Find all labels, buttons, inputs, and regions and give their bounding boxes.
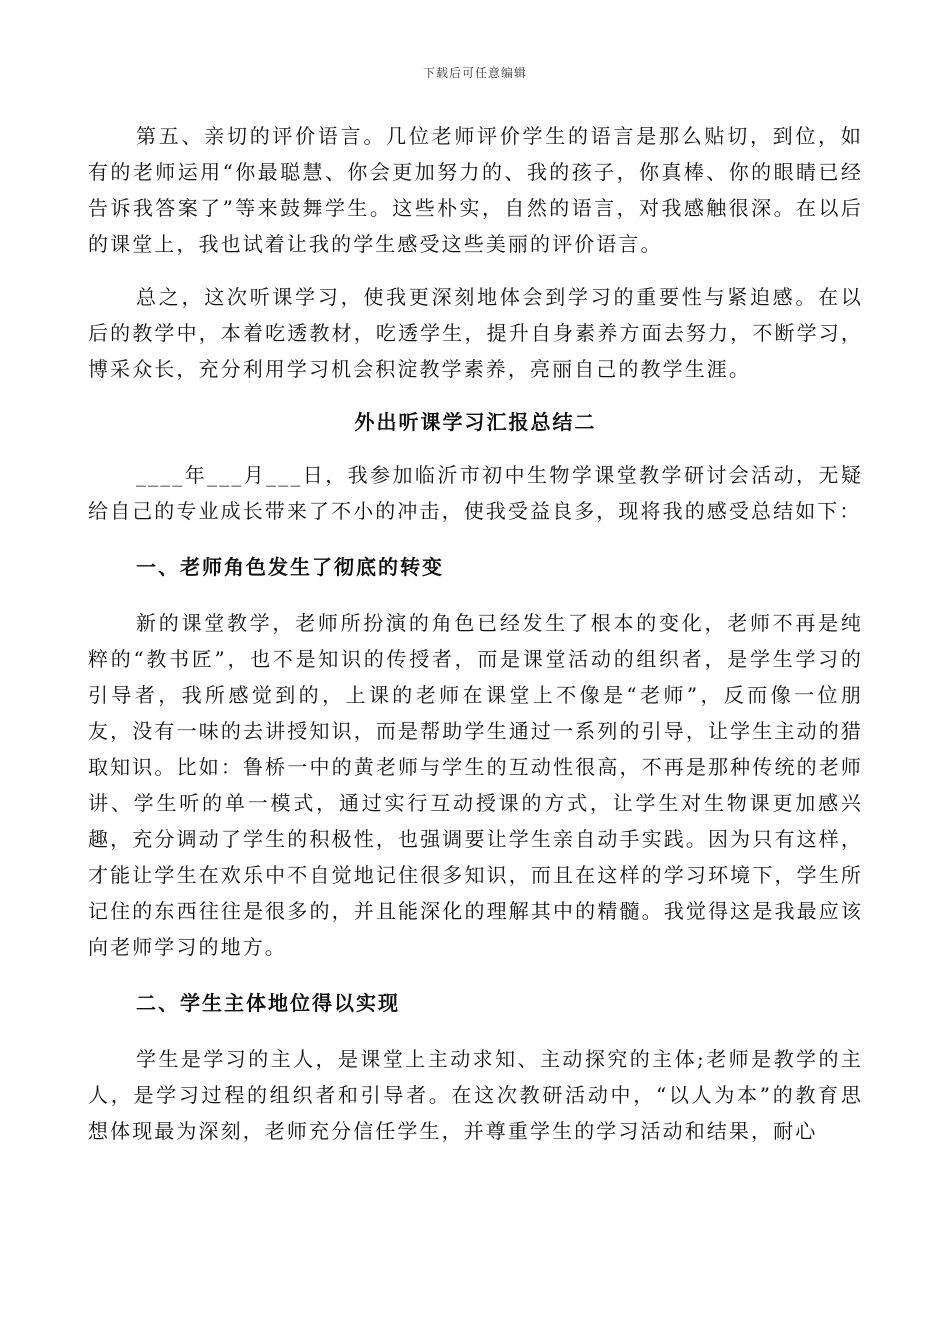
paragraph-teacher-role: 新的课堂教学，老师所扮演的角色已经发生了根本的变化，老师不再是纯粹的“教书匠”，也不是知识的传授者，而是课堂活动的组织者，是学生学习的引导者，我所感觉到的，上课的老师在课堂上不像是“老师”，反而像一位朋友，没有一味的去讲授知识，而是帮助学生通过一系列的引导，让学生主动的猎取知识。比如：鲁桥一中的黄老师与学生的互动性很高，不再是那种传统的老师讲、学生听的单一模式，通过实行互动授课的方式，让学生对生物课更加感兴趣，充分调动了学生的积极性，也强调要让学生亲自动手实践。因为只有这样，才能让学生在欢乐中不自觉地记住很多知识，而且在这样的学习环境下，学生所记住的东西往往是很多的，并且能深化的理解其中的精髓。我觉得这是我最应该向老师学习的地方。 [88, 611, 863, 959]
paragraph-intro: ____年___月___日，我参加临沂市初中生物学课堂教学研讨会活动，无疑给自己的专业成长带来了不小的冲击，使我受益良多，现将我的感受总结如下： [88, 463, 863, 523]
page-header: 下载后可任意编辑 [422, 66, 527, 80]
heading-teacher-role: 一、老师角色发生了彻底的转变 [136, 555, 444, 579]
section-title: 外出听课学习汇报总结二 [354, 410, 597, 434]
heading-student-subject: 二、学生主体地位得以实现 [136, 991, 400, 1015]
paragraph-evaluation-language: 第五、亲切的评价语言。几位老师评价学生的语言是那么贴切，到位，如有的老师运用“你最聪慧、你会更加努力的、我的孩子，你真棒、你的眼睛已经告诉我答案了”等来鼓舞学生。这些朴实，自然的语言，对我感触很深。在以后的课堂上，我也试着让我的学生感受这些美丽的评价语言。 [88, 124, 863, 256]
paragraph-student-subject: 学生是学习的主人，是课堂上主动求知、主动探究的主体;老师是教学的主人，是学习过程的组织者和引导者。在这次教研活动中，“以人为本”的教育思想体现最为深刻，老师充分信任学生，并尊重学生的学习活动和结果，耐心 [88, 1047, 863, 1143]
document-body [88, 118, 863, 1149]
paragraph-conclusion: 总之，这次听课学习，使我更深刻地体会到学习的重要性与紧迫感。在以后的教学中，本着吃透教材，吃透学生，提升自身素养方面去努力，不断学习，博采众长，充分利用学习机会积淀教学素养，亮丽自己的教学生涯。 [88, 285, 863, 381]
